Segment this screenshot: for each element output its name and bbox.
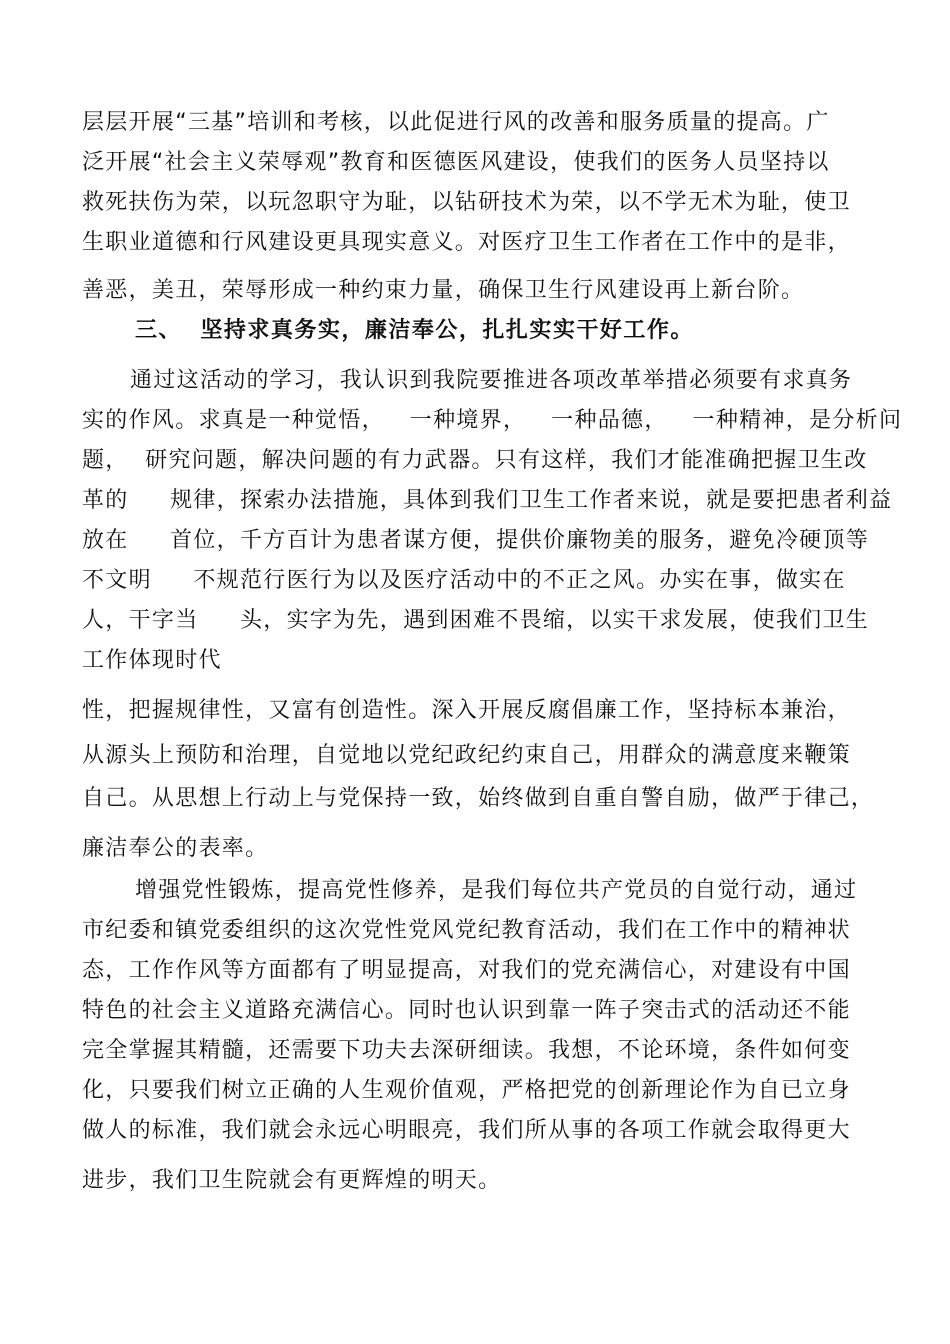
paragraph-line: 救死扶伤为荣，以玩忽职守为耻，以钻研技术为荣，以不学无术为耻，使卫 (82, 190, 851, 215)
paragraph-line: 通过这活动的学习，我认识到我院要推进各项改革举措必须要有求真务 (130, 368, 853, 393)
paragraph-line: 增强党性锻炼，提高党性修养，是我们每位共产党员的自觉行动，通过 (135, 878, 858, 903)
paragraph-line: 善恶，美丑，荣辱形成一种约束力量，确保卫生行风建设再上新台阶。 (82, 278, 805, 303)
paragraph-line: 市纪委和镇党委组织的这次党性党风党纪教育活动，我们在工作中的精神状 (82, 918, 851, 943)
section-heading: 三、 坚持求真务实，廉洁奉公，扎扎实实干好工作。 (135, 318, 694, 343)
paragraph-line: 进步，我们卫生院就会有更辉煌的明天。 (82, 1168, 502, 1193)
paragraph-line: 生职业道德和行风建设更具现实意义。对医疗卫生工作者在工作中的是非， (82, 230, 851, 255)
paragraph-line: 层层开展“三基”培训和考核，以此促进行风的改善和服务质量的提高。广 (82, 110, 830, 135)
paragraph-line: 做人的标准，我们就会永远心明眼亮，我们所从事的各项工作就会取得更大 (82, 1118, 851, 1143)
paragraph-line: 性，把握规律性，又富有创造性。深入开展反腐倡廉工作，坚持标本兼治， (82, 698, 851, 723)
paragraph-line: 人，干字当 头，实字为先，遇到困难不畏缩，以实干求发展，使我们卫生 (82, 608, 870, 633)
paragraph-line: 廉洁奉公的表率。 (82, 836, 269, 861)
paragraph-line: 从源头上预防和治理，自觉地以党纪政纪约束自己，用群众的满意度来鞭策 (82, 743, 851, 768)
paragraph-line: 完全掌握其精髓，还需要下功夫去深研细读。我想，不论环境，条件如何变 (82, 1038, 851, 1063)
paragraph-line: 态，工作作风等方面都有了明显提高，对我们的党充满信心，对建设有中国 (82, 958, 851, 983)
paragraph-line: 革的 规律，探索办法措施，具体到我们卫生工作者来说，就是要把患者利益 (82, 488, 893, 513)
paragraph-line: 化，只要我们树立正确的人生观价值观，严格把党的创新理论作为自已立身 (82, 1078, 851, 1103)
paragraph-line: 放在 首位，千方百计为患者谋方便，提供价廉物美的服务，避免冷硬顶等 (82, 528, 870, 553)
paragraph-line: 特色的社会主义道路充满信心。同时也认识到靠一阵子突击式的活动还不能 (82, 998, 851, 1023)
paragraph-line: 实的作风。求真是一种觉悟， 一种境界， 一种品德， 一种精神，是分析问 (82, 408, 903, 433)
paragraph-line: 题， 研究问题，解决问题的有力武器。只有这样，我们才能准确把握卫生改 (82, 448, 868, 473)
paragraph-line: 不文明 不规范行医行为以及医疗活动中的不正之风。办实在事，做实在 (82, 568, 846, 593)
paragraph-line: 自己。从思想上行动上与党保持一致，始终做到自重自警自励，做严于律己， (82, 786, 875, 811)
paragraph-line: 工作体现时代 (82, 648, 222, 673)
paragraph-line: 泛开展“社会主义荣辱观”教育和医德医风建设，使我们的医务人员坚持以 (82, 150, 830, 175)
